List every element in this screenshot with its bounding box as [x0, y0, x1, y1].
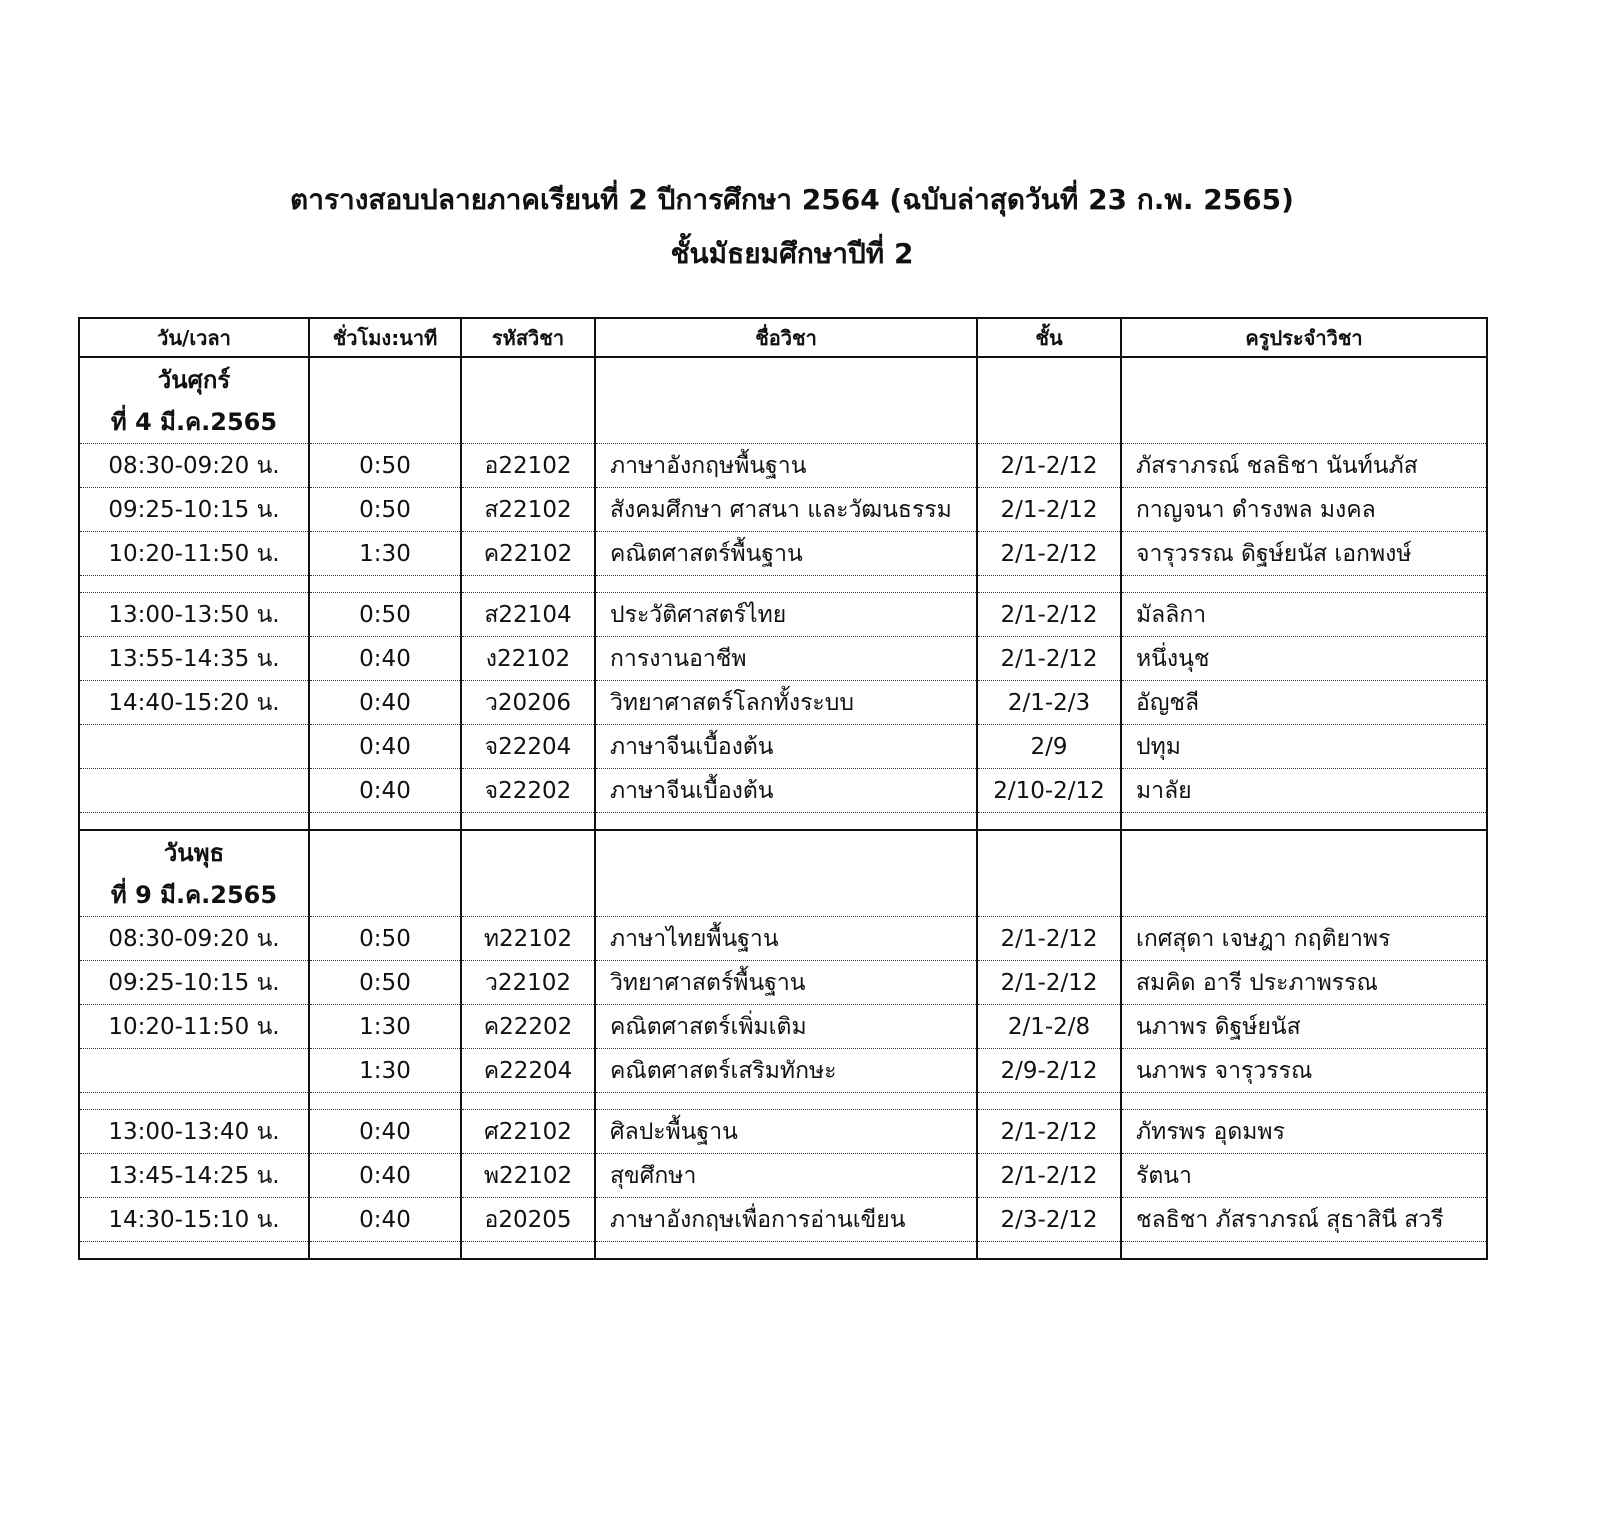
empty-cell [309, 357, 461, 444]
class-cell: 2/10-2/12 [977, 769, 1121, 813]
day-date: ที่ 9 มี.ค.2565 [110, 880, 278, 909]
column-header-subject: ชื่อวิชา [595, 318, 977, 357]
duration-cell: 0:40 [309, 681, 461, 725]
empty-cell [461, 813, 595, 831]
duration-cell: 0:50 [309, 488, 461, 532]
empty-cell [977, 830, 1121, 917]
time-cell: 14:40-15:20 น. [79, 681, 309, 725]
class-cell: 2/1-2/3 [977, 681, 1121, 725]
day-header-row [79, 830, 1487, 917]
empty-cell [461, 576, 595, 593]
spacer-row [79, 1242, 1487, 1260]
table-row [79, 593, 1487, 637]
empty-cell [79, 576, 309, 593]
duration-cell: 0:50 [309, 917, 461, 961]
subject-name-cell: คณิตศาสตร์เพิ่มเติม [595, 1005, 977, 1049]
class-cell: 2/1-2/12 [977, 1110, 1121, 1154]
table-row [79, 488, 1487, 532]
table-row [79, 681, 1487, 725]
subject-code-cell: ง22102 [461, 637, 595, 681]
empty-cell [595, 813, 977, 831]
empty-cell [595, 576, 977, 593]
empty-cell [1121, 357, 1487, 444]
subject-code-cell: อ22102 [461, 444, 595, 488]
teacher-cell: อัญชลี [1121, 681, 1487, 725]
teacher-cell: ภัทรพร อุดมพร [1121, 1110, 1487, 1154]
table-row [79, 444, 1487, 488]
time-cell: 14:30-15:10 น. [79, 1198, 309, 1242]
column-header-duration: ชั่วโมง:นาที [309, 318, 461, 357]
time-cell [79, 1049, 309, 1093]
duration-cell: 0:40 [309, 1198, 461, 1242]
subject-code-cell: พ22102 [461, 1154, 595, 1198]
spacer-row [79, 1093, 1487, 1110]
subject-name-cell: ภาษาจีนเบื้องต้น [595, 725, 977, 769]
duration-cell: 0:50 [309, 593, 461, 637]
time-cell [79, 769, 309, 813]
teacher-cell: นภาพร ดิฐษ์ยนัส [1121, 1005, 1487, 1049]
teacher-cell: นภาพร จารุวรรณ [1121, 1049, 1487, 1093]
subject-code-cell: จ22202 [461, 769, 595, 813]
column-header-teacher: ครูประจำวิชา [1121, 318, 1487, 357]
empty-cell [977, 1242, 1121, 1260]
empty-cell [309, 813, 461, 831]
subject-name-cell: ประวัติศาสตร์ไทย [595, 593, 977, 637]
subject-code-cell: ค22102 [461, 532, 595, 576]
teacher-cell: กาญจนา ดำรงพล มงคล [1121, 488, 1487, 532]
time-cell: 09:25-10:15 น. [79, 488, 309, 532]
empty-cell [1121, 830, 1487, 917]
teacher-cell: ปทุม [1121, 725, 1487, 769]
empty-cell [461, 357, 595, 444]
subject-name-cell: วิทยาศาสตร์โลกทั้งระบบ [595, 681, 977, 725]
day-label-cell [79, 357, 309, 444]
subject-name-cell: ภาษาอังกฤษพื้นฐาน [595, 444, 977, 488]
time-cell: 08:30-09:20 น. [79, 444, 309, 488]
empty-cell [309, 1093, 461, 1110]
column-header-code: รหัสวิชา [461, 318, 595, 357]
day-name: วันพุธ [163, 838, 225, 867]
duration-cell: 0:50 [309, 961, 461, 1005]
subject-code-cell: ว20206 [461, 681, 595, 725]
empty-cell [977, 813, 1121, 831]
duration-cell: 1:30 [309, 532, 461, 576]
table-row [79, 1154, 1487, 1198]
class-cell: 2/1-2/12 [977, 488, 1121, 532]
class-cell: 2/3-2/12 [977, 1198, 1121, 1242]
class-cell: 2/1-2/8 [977, 1005, 1121, 1049]
empty-cell [461, 830, 595, 917]
subject-name-cell: คณิตศาสตร์เสริมทักษะ [595, 1049, 977, 1093]
subject-name-cell: ภาษาจีนเบื้องต้น [595, 769, 977, 813]
class-cell: 2/1-2/12 [977, 637, 1121, 681]
empty-cell [1121, 1093, 1487, 1110]
table-row [79, 1005, 1487, 1049]
subject-name-cell: สังคมศึกษา ศาสนา และวัฒนธรรม [595, 488, 977, 532]
table-row [79, 532, 1487, 576]
column-header-class: ชั้น [977, 318, 1121, 357]
empty-cell [79, 1242, 309, 1260]
table-row [79, 637, 1487, 681]
time-cell: 13:00-13:40 น. [79, 1110, 309, 1154]
day-header-row [79, 357, 1487, 444]
table-header-row [79, 318, 1487, 357]
class-cell: 2/1-2/12 [977, 532, 1121, 576]
duration-cell: 0:40 [309, 769, 461, 813]
subject-name-cell: ภาษาไทยพื้นฐาน [595, 917, 977, 961]
subject-name-cell: วิทยาศาสตร์พื้นฐาน [595, 961, 977, 1005]
spacer-row [79, 576, 1487, 593]
empty-cell [309, 830, 461, 917]
day-date: ที่ 4 มี.ค.2565 [110, 407, 278, 436]
time-cell: 13:00-13:50 น. [79, 593, 309, 637]
teacher-cell: สมคิด อารี ประภาพรรณ [1121, 961, 1487, 1005]
subject-name-cell: ศิลปะพื้นฐาน [595, 1110, 977, 1154]
subject-code-cell: ว22102 [461, 961, 595, 1005]
class-cell: 2/1-2/12 [977, 961, 1121, 1005]
empty-cell [977, 357, 1121, 444]
day-label-cell [79, 830, 309, 917]
teacher-cell: มาลัย [1121, 769, 1487, 813]
empty-cell [595, 357, 977, 444]
teacher-cell: รัตนา [1121, 1154, 1487, 1198]
class-cell: 2/1-2/12 [977, 917, 1121, 961]
class-cell: 2/1-2/12 [977, 444, 1121, 488]
time-cell [79, 725, 309, 769]
empty-cell [595, 830, 977, 917]
time-cell: 10:20-11:50 น. [79, 532, 309, 576]
class-cell: 2/9 [977, 725, 1121, 769]
subject-code-cell: ค22202 [461, 1005, 595, 1049]
time-cell: 13:55-14:35 น. [79, 637, 309, 681]
empty-cell [1121, 576, 1487, 593]
day-name: วันศุกร์ [157, 365, 231, 394]
table-row [79, 961, 1487, 1005]
teacher-cell: เกศสุดา เจษฎา กฤติยาพร [1121, 917, 1487, 961]
subject-name-cell: การงานอาชีพ [595, 637, 977, 681]
time-cell: 08:30-09:20 น. [79, 917, 309, 961]
subject-code-cell: ท22102 [461, 917, 595, 961]
empty-cell [309, 576, 461, 593]
duration-cell: 0:40 [309, 637, 461, 681]
time-cell: 09:25-10:15 น. [79, 961, 309, 1005]
time-cell: 13:45-14:25 น. [79, 1154, 309, 1198]
exam-schedule-table [78, 317, 1488, 1260]
duration-cell: 1:30 [309, 1049, 461, 1093]
class-cell: 2/1-2/12 [977, 1154, 1121, 1198]
subject-name-cell: สุขศึกษา [595, 1154, 977, 1198]
table-row [79, 917, 1487, 961]
subject-code-cell: ส22104 [461, 593, 595, 637]
column-header-day-time: วัน/เวลา [79, 318, 309, 357]
table-row [79, 769, 1487, 813]
duration-cell: 0:40 [309, 725, 461, 769]
table-row [79, 1110, 1487, 1154]
empty-cell [1121, 1242, 1487, 1260]
empty-cell [309, 1242, 461, 1260]
page-subtitle: ชั้นมัธยมศึกษาปีที่ 2 [670, 237, 914, 270]
empty-cell [79, 1093, 309, 1110]
teacher-cell: มัลลิกา [1121, 593, 1487, 637]
empty-cell [461, 1093, 595, 1110]
teacher-cell: ชลธิชา ภัสราภรณ์ สุธาสินี สวรี [1121, 1198, 1487, 1242]
class-cell: 2/9-2/12 [977, 1049, 1121, 1093]
empty-cell [461, 1242, 595, 1260]
table-row [79, 1198, 1487, 1242]
subject-code-cell: อ20205 [461, 1198, 595, 1242]
empty-cell [1121, 813, 1487, 831]
duration-cell: 0:50 [309, 444, 461, 488]
duration-cell: 0:40 [309, 1154, 461, 1198]
time-cell: 10:20-11:50 น. [79, 1005, 309, 1049]
spacer-row [79, 813, 1487, 831]
subject-code-cell: ศ22102 [461, 1110, 595, 1154]
empty-cell [79, 813, 309, 831]
duration-cell: 1:30 [309, 1005, 461, 1049]
page-title: ตารางสอบปลายภาคเรียนที่ 2 ปีการศึกษา 2564 (ฉบับล่าสุดวันที่ 23 ก.พ. 2565) [290, 183, 1294, 216]
subject-code-cell: จ22204 [461, 725, 595, 769]
teacher-cell: จารุวรรณ ดิฐษ์ยนัส เอกพงษ์ [1121, 532, 1487, 576]
empty-cell [595, 1242, 977, 1260]
subject-code-cell: ค22204 [461, 1049, 595, 1093]
duration-cell: 0:40 [309, 1110, 461, 1154]
empty-cell [595, 1093, 977, 1110]
empty-cell [977, 576, 1121, 593]
teacher-cell: หนึ่งนุช [1121, 637, 1487, 681]
class-cell: 2/1-2/12 [977, 593, 1121, 637]
subject-name-cell: ภาษาอังกฤษเพื่อการอ่านเขียน [595, 1198, 977, 1242]
teacher-cell: ภัสราภรณ์ ชลธิชา นันท์นภัส [1121, 444, 1487, 488]
table-body [79, 357, 1487, 1259]
subject-code-cell: ส22102 [461, 488, 595, 532]
subject-name-cell: คณิตศาสตร์พื้นฐาน [595, 532, 977, 576]
empty-cell [977, 1093, 1121, 1110]
table-row [79, 1049, 1487, 1093]
table-row [79, 725, 1487, 769]
